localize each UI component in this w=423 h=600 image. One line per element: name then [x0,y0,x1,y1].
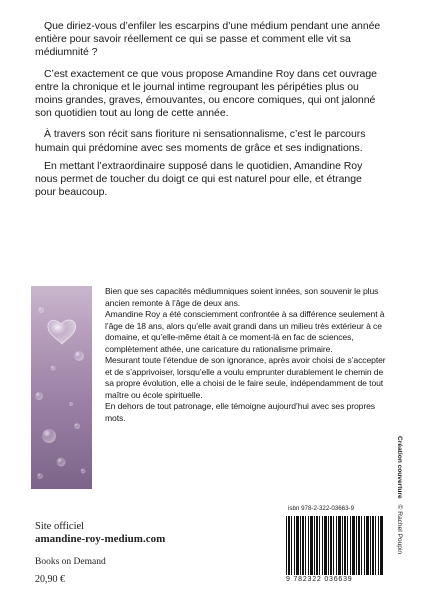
blurb-paragraph: En mettant l’extraordinaire supposé dans le quotidien, Amandine Roy nous permet de toucher du doigt ce qui est naturel pour elle, et étrange pour beaucoup. [35,159,363,199]
bio-paragraph: Bien que ses capacités médiumniques soient innées, son souvenir le plus ancien remonte à l’âge de deux ans. [105,286,379,308]
publisher-info [35,521,235,586]
site-url: amandine-roy-medium.com [35,533,166,545]
author-bio [105,286,387,424]
barcode-digits: 9 782322 036639 [286,576,353,583]
blurb-paragraph: À travers son récit sans fioriture ni sensationnalisme, c’est le parcours humain qui prédomine avec ses moments de grâce et ses indignations. [35,128,366,154]
publisher-name: Books on Demand [35,557,106,567]
site-label: Site officiel [35,521,85,532]
barcode [286,516,383,575]
bubbles-image [31,286,92,489]
price: 20,90 € [35,574,65,585]
isbn-number: isbn 978-2-322-03663-9 [288,505,355,512]
bio-paragraph: Amandine Roy a été consciemment confrontée à sa différence seulement à l’âge de 18 ans, alors qu’elle avait grandi dans un milieu très extérieur à ce domaine, et qu’elle-même était à ce moment-là en fac de sciences, complètement athée, une caricature du rationalisme primaire. [105,309,385,354]
blurb-paragraph: Que diriez-vous d’enfiler les escarpins d’une médium pendant une année entière pour savoir réellement ce qui se passe et comment elle vit sa médiumnité ? [35,20,381,59]
bio-paragraph: Mesurant toute l’étendue de son ignorance, après avoir choisi de s’accepter et de s’apprivoiser, lorsqu’elle a voulu emprunter durablement le chemin de sa propre évolution, elle a choisi de le faire seule, indépendamment de tout maître ou école spirituelle. [105,355,386,400]
bio-paragraph: En dehors de tout patronage, elle témoigne aujourd’hui avec ses propres mots. [105,401,375,423]
back-cover-blurb [35,20,385,204]
cover-credit-label: Création couverture [396,436,403,499]
cover-credit [395,436,403,554]
cover-credit-value: © Rachel Poupin [396,504,403,555]
isbn-block [286,505,386,585]
author-photo-bubbles [31,286,92,489]
blurb-paragraph: C’est exactement ce que vous propose Amandine Roy dans cet ouvrage entre la chronique et le journal intime regroupant les péripéties plus ou moins grandes, graves, émouvantes, ou encore comiques, qui ont jalonné son quotidien tout au long de cette année. [35,67,377,120]
